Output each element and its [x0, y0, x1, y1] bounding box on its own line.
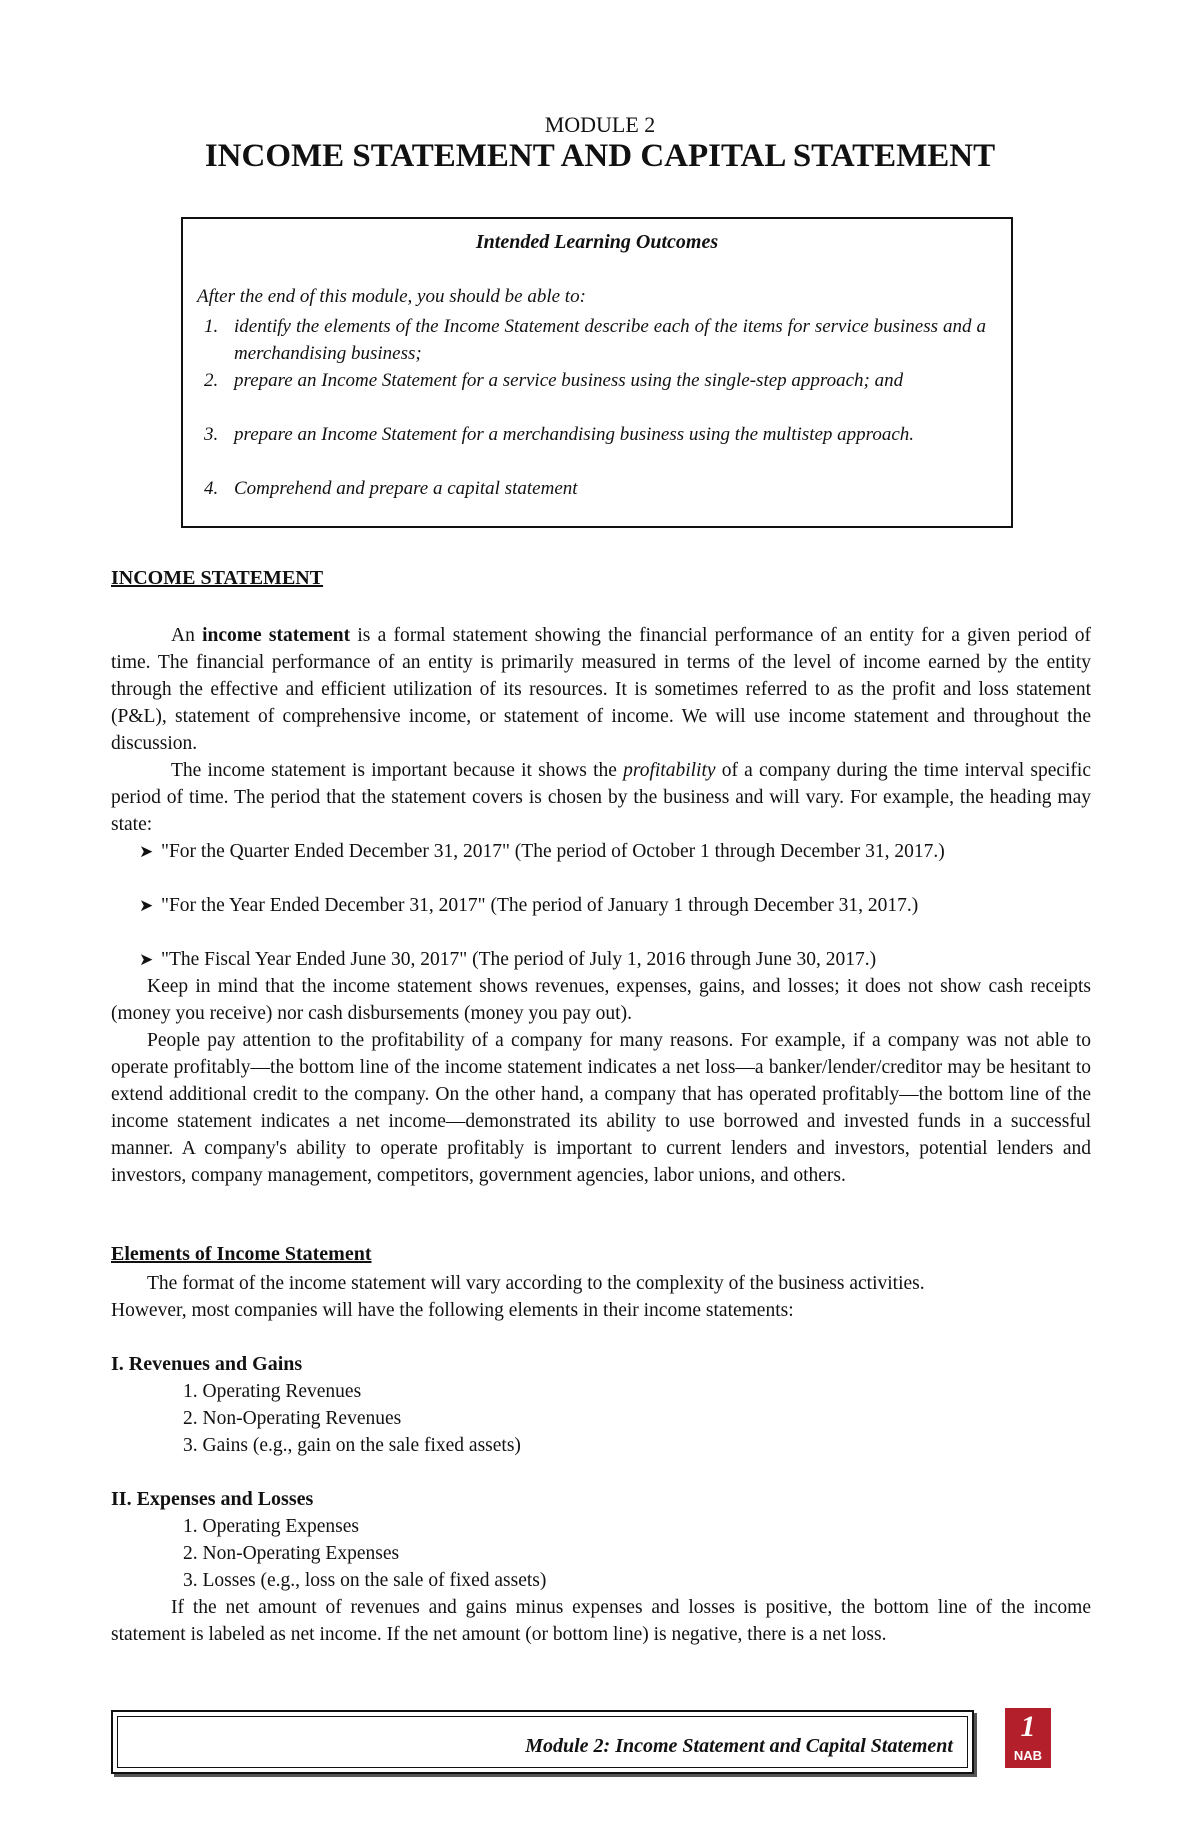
- module-label: MODULE 2: [544, 112, 656, 137]
- section-heading-income-statement: INCOME STATEMENT: [111, 567, 324, 589]
- footer-inner-frame: [117, 1716, 968, 1768]
- group-title-expenses: II. Expenses and Losses: [111, 1488, 314, 1510]
- section-heading-elements: Elements of Income Statement: [111, 1243, 372, 1265]
- term-income-statement: income statement: [202, 625, 351, 646]
- p2-lead: The income statement is important because it shows the: [171, 760, 624, 781]
- paragraph-definition: [111, 622, 1091, 757]
- arrow-bullet-icon: ➤: [139, 842, 154, 861]
- elements-intro-line: The format of the income statement will vary according to the complexity of the business activities.: [147, 1273, 925, 1294]
- outcome-text: prepare an Income Statement for a service business using the single-step approach; and: [234, 370, 904, 391]
- bullet-text: "The Fiscal Year Ended June 30, 2017" (The period of July 1, 2016 through June 30, 2017.): [161, 949, 877, 970]
- page-title: INCOME STATEMENT AND CAPITAL STATEMENT: [204, 138, 996, 174]
- learning-outcomes-title: Intended Learning Outcomes: [475, 231, 719, 253]
- outcome-number: 3.: [204, 424, 219, 445]
- group-title-revenues: I. Revenues and Gains: [111, 1353, 303, 1375]
- outcome-item: [204, 313, 986, 367]
- outcome-number: 2.: [204, 370, 219, 391]
- learning-outcomes-box: [181, 217, 1013, 528]
- outcome-item: [204, 475, 986, 502]
- term-profitability: profitability: [623, 760, 716, 781]
- list-item: [139, 892, 1091, 919]
- paragraph-cash-note: Keep in mind that the income statement shows revenues, expenses, gains, and losses; it does not show cash receipts (money you receive) nor cash disbursements (money you pay out).: [111, 976, 1091, 1024]
- paragraph-elements-intro: [111, 1270, 1091, 1324]
- list-item: 1. Operating Expenses: [183, 1516, 359, 1537]
- org-label: NAB: [1013, 1748, 1043, 1763]
- page-number: 1: [1020, 1710, 1036, 1743]
- footer-banner: [111, 1710, 974, 1774]
- list-item: 3. Gains (e.g., gain on the sale fixed assets): [183, 1435, 521, 1456]
- outcome-item: [204, 421, 986, 448]
- list-item: 1. Operating Revenues: [183, 1381, 362, 1402]
- outcome-text: identify the elements of the Income Statement describe each of the items for service business and a merchandising business;: [234, 316, 986, 364]
- paragraph-closing: If the net amount of revenues and gains minus expenses and losses is positive, the bottom line of the income statement is labeled as net income. If the net amount (or bottom line) is negative, there is a net loss.: [111, 1597, 1091, 1645]
- arrow-bullet-icon: ➤: [139, 896, 154, 915]
- page-number-badge: [1005, 1708, 1051, 1768]
- footer-module-title: Module 2: Income Statement and Capital Statement: [525, 1735, 953, 1757]
- paragraph-importance: [111, 757, 1091, 838]
- list-item: 2. Non-Operating Revenues: [183, 1408, 402, 1429]
- p1-rest: is a formal statement showing the financial performance of an entity for a given period of time. The financial performance of an entity is primarily measured in terms of the level of income earned by the entity through the effective and efficient utilization of its resources. It is sometimes referred to as the profit and loss statement (P&L), statement of comprehensive income, or statement of income. We will use income statement and throughout the discussion.: [111, 625, 1091, 754]
- elements-intro-line: However, most companies will have the following elements in their income statements:: [111, 1300, 794, 1321]
- list-item: [139, 838, 1091, 865]
- arrow-bullet-icon: ➤: [139, 950, 154, 969]
- p1-lead: An: [171, 625, 203, 646]
- outcome-text: prepare an Income Statement for a merchandising business using the multistep approach.: [234, 424, 915, 445]
- list-item: 3. Losses (e.g., loss on the sale of fixed assets): [183, 1570, 547, 1591]
- outcome-number: 4.: [204, 478, 219, 499]
- p2-rest: of a company during the time interval specific period of time. The period that the statement covers is chosen by the business and will vary. For example, the heading may state:: [111, 760, 1091, 835]
- learning-outcomes-intro: After the end of this module, you should be able to:: [197, 286, 586, 307]
- outcome-number: 1.: [204, 316, 219, 337]
- paragraph-profitability: People pay attention to the profitability of a company for many reasons. For example, if a company was not able to operate profitably—the bottom line of the income statement indicates a net loss—a banker/lender/creditor may be hesitant to extend additional credit to the company. On the other hand, a company that has operated profitably—the bottom line of the income statement indicates a net income—demonstrated its ability to use borrowed and invested funds in a successful manner. A company's ability to operate profitably is important to current lenders and investors, potential lenders and investors, company management, competitors, government agencies, labor unions, and others.: [111, 1030, 1091, 1186]
- outcome-text: Comprehend and prepare a capital statement: [234, 478, 578, 499]
- bullet-text: "For the Quarter Ended December 31, 2017" (The period of October 1 through December 31, 2017.): [161, 841, 945, 862]
- outcome-item: [204, 367, 986, 394]
- list-item: 2. Non-Operating Expenses: [183, 1543, 400, 1564]
- list-item: [139, 946, 1091, 973]
- bullet-text: "For the Year Ended December 31, 2017" (The period of January 1 through December 31, 2017.): [161, 895, 919, 916]
